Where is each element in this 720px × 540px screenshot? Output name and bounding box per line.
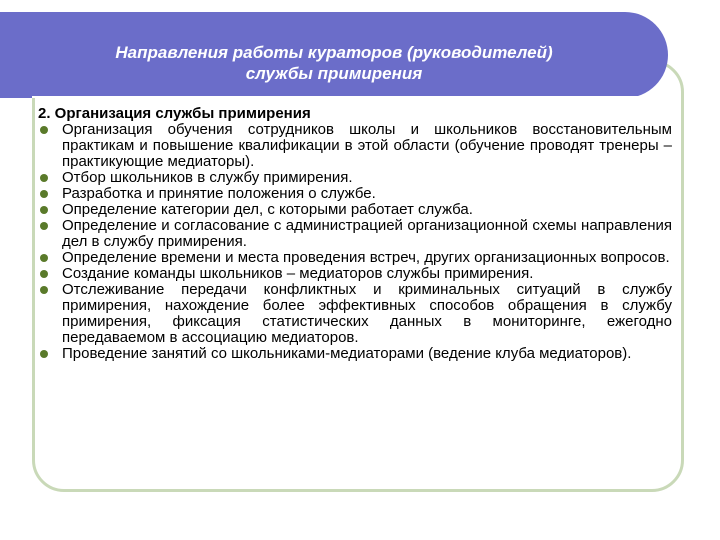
banner-divider [32,96,668,98]
title-line-1: Направления работы кураторов (руководителей) [115,43,553,62]
list-item-text: Отслеживание передачи конфликтных и криминальных ситуаций в службу примирения, нахождение более эффективных способов обращения в службу примирения, фиксация статистических данных в мониторинге, ежегодно передаваемом в ассоциацию медиаторов. [62,281,672,346]
list-item [38,122,672,170]
list-item [38,346,672,362]
bullet-icon [40,206,48,214]
list-item [38,282,672,346]
list-item-text: Разработка и принятие положения о службе. [62,185,376,202]
bullet-icon [40,286,48,294]
bullet-list [38,122,672,362]
bullet-icon [40,126,48,134]
list-item-text: Отбор школьников в службу примирения. [62,169,353,186]
list-item [38,186,672,202]
list-item-text: Определение категории дел, с которыми работает служба. [62,201,473,218]
title-banner [0,12,668,98]
slide-title [0,42,668,84]
bullet-icon [40,254,48,262]
section-title: 2. Организация службы примирения [38,105,311,122]
list-item [38,218,672,250]
bullet-icon [40,222,48,230]
list-item-text: Организация обучения сотрудников школы и школьников восстановительным практикам и повышение квалификации в этой области (обучение проводят тренеры – практикующие медиаторы). [62,121,672,170]
list-item-text: Определение и согласование с администрацией организационной схемы направления дел в службу примирения. [62,217,672,250]
list-item-text: Проведение занятий со школьниками-медиаторами (ведение клуба медиаторов). [62,345,632,362]
list-item [38,170,672,186]
list-item [38,250,672,266]
slide-content [38,106,672,362]
bullet-icon [40,190,48,198]
list-item [38,266,672,282]
list-item-text: Создание команды школьников – медиаторов службы примирения. [62,265,534,282]
list-item-text: Определение времени и места проведения встреч, других организационных вопросов. [62,249,670,266]
list-item [38,202,672,218]
bullet-icon [40,174,48,182]
bullet-icon [40,270,48,278]
title-line-2: службы примирения [245,64,423,83]
bullet-icon [40,350,48,358]
